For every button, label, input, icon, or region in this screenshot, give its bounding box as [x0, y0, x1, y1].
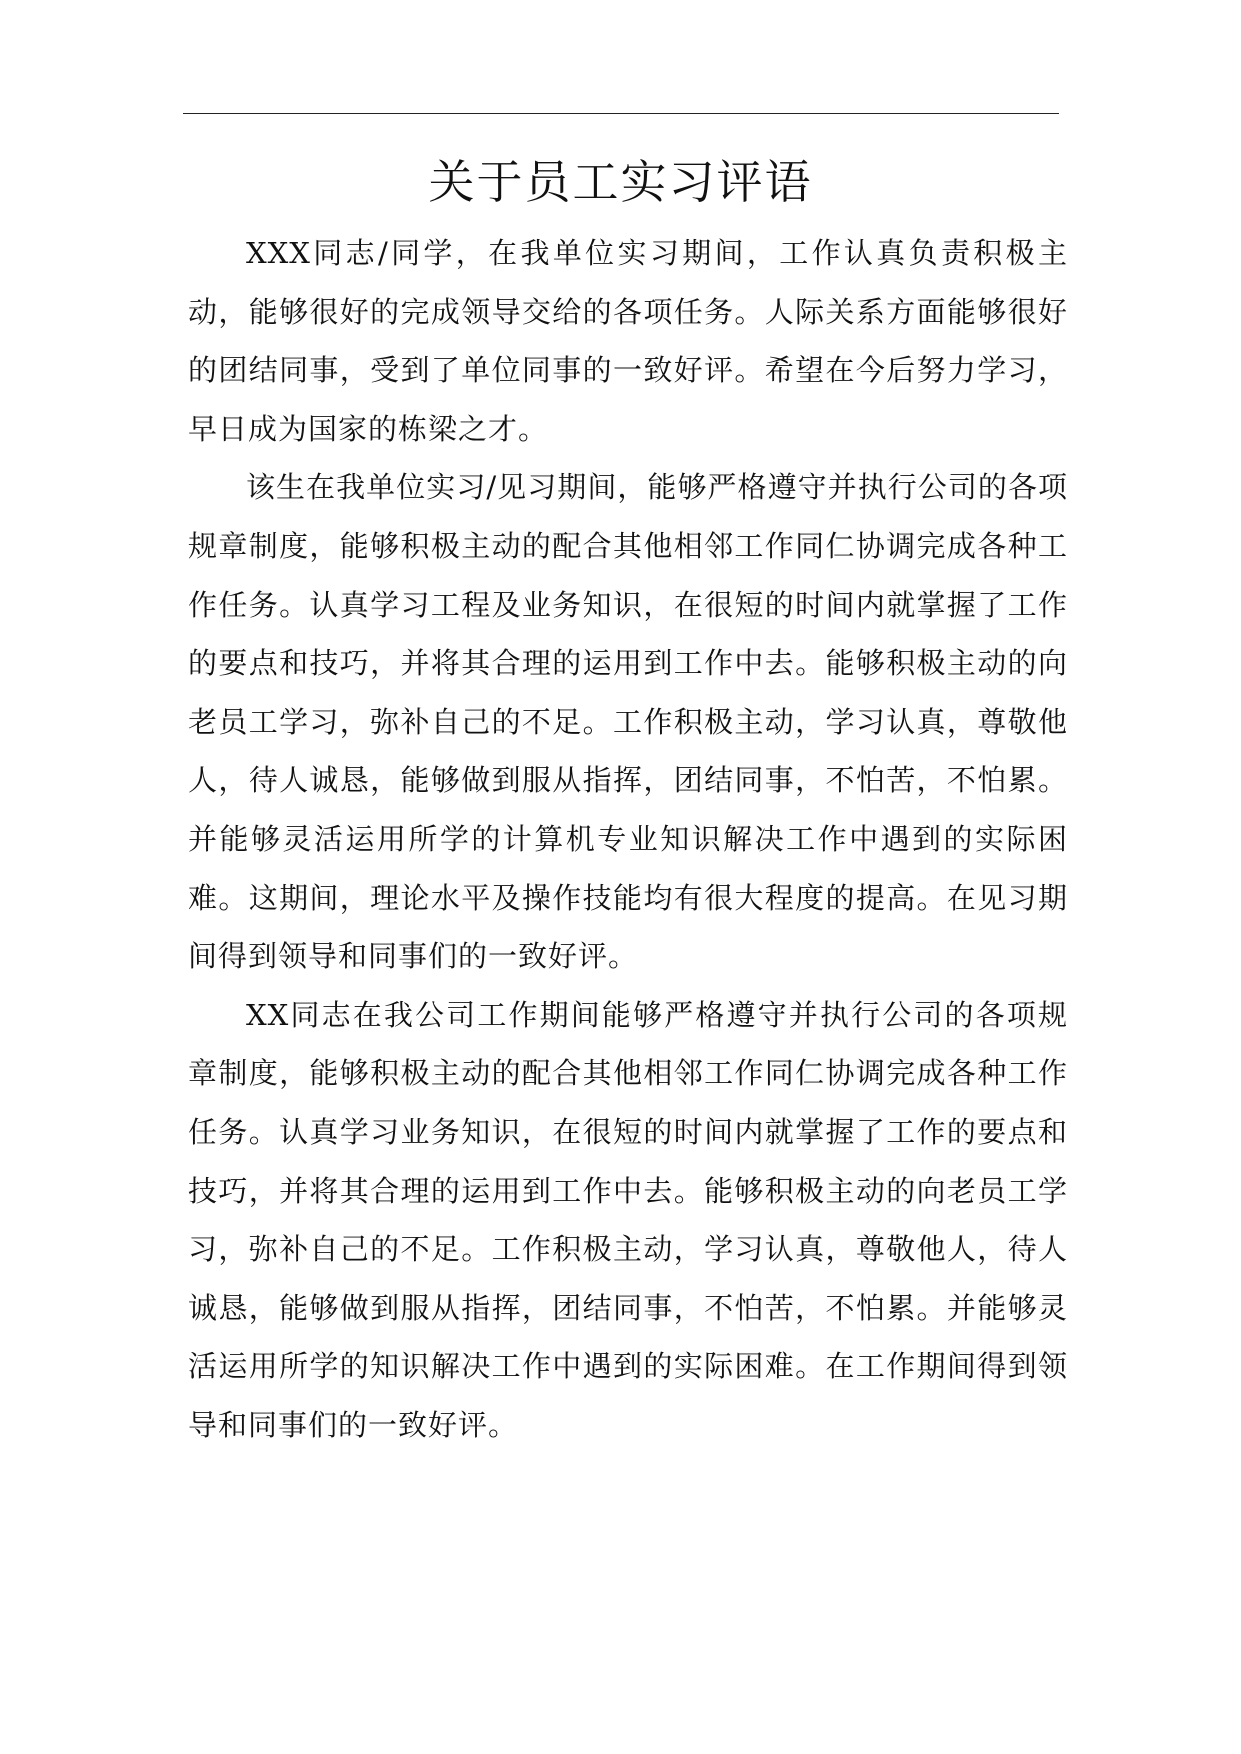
document-body [188, 224, 1068, 1454]
paragraph-2: 该生在我单位实习/见习期间，能够严格遵守并执行公司的各项规章制度，能够积极主动的配合其他相邻工作同仁协调完成各种工作任务。认真学习工程及业务知识，在很短的时间内就掌握了工作的要点和技巧，并将其合理的运用到工作中去。能够积极主动的向老员工学习，弥补自己的不足。工作积极主动，学习认真，尊敬他人，待人诚恳，能够做到服从指挥，团结同事，不怕苦，不怕累。并能够灵活运用所学的计算机专业知识解决工作中遇到的实际困难。这期间，理论水平及操作技能均有很大程度的提高。在见习期间得到领导和同事们的一致好评。 [188, 470, 1068, 974]
header-rule [183, 113, 1059, 114]
paragraph-1: XXX同志/同学，在我单位实习期间，工作认真负责积极主动，能够很好的完成领导交给的各项任务。人际关系方面能够很好的团结同事，受到了单位同事的一致好评。希望在今后努力学习，早日成为国家的栋梁之才。 [188, 236, 1068, 446]
document-title: 关于员工实习评语 [428, 155, 813, 209]
paragraph-3: XX同志在我公司工作期间能够严格遵守并执行公司的各项规章制度，能够积极主动的配合其他相邻工作同仁协调完成各种工作任务。认真学习业务知识，在很短的时间内就掌握了工作的要点和技巧，并将其合理的运用到工作中去。能够积极主动的向老员工学习，弥补自己的不足。工作积极主动，学习认真，尊敬他人，待人诚恳，能够做到服从指挥，团结同事，不怕苦，不怕累。并能够灵活运用所学的知识解决工作中遇到的实际困难。在工作期间得到领导和同事们的一致好评。 [188, 997, 1068, 1442]
